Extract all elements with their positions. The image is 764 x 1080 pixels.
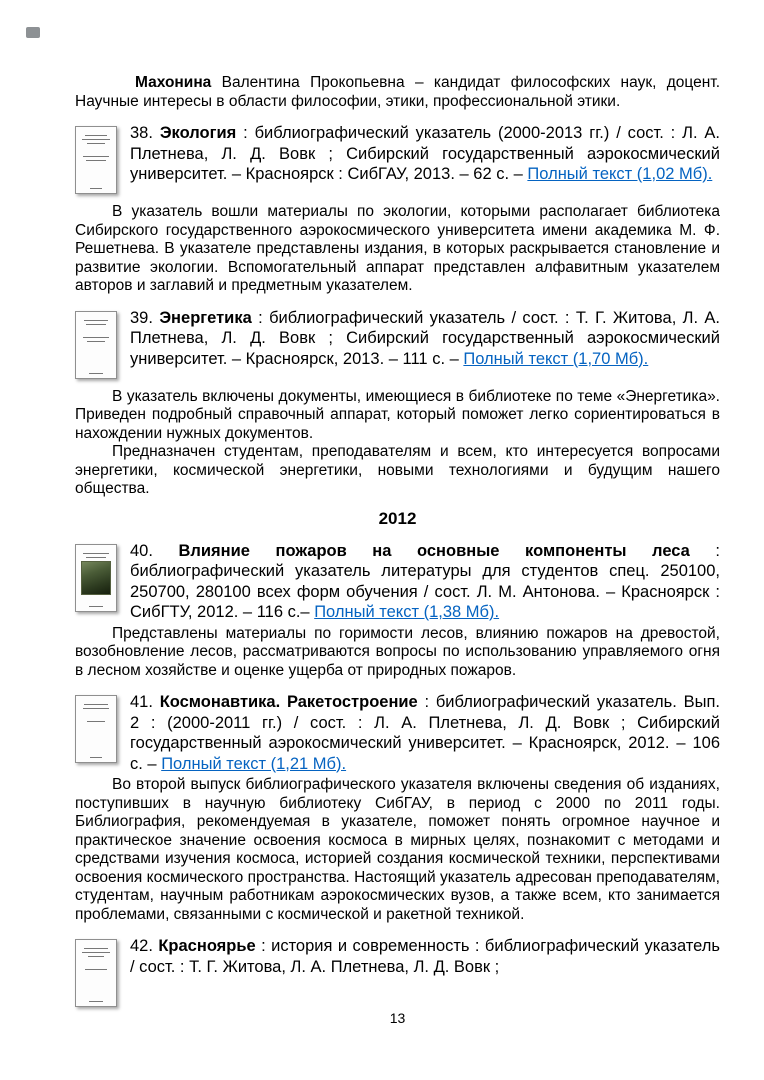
entry-head — [75, 692, 720, 774]
citation-text: : библиографический указатель / сост. : Т. Г. Житова, Л. А. Плетнева, Л. Д. Вовк ; Сибирский государственный аэрокосмический университет. – Красноярск, 2013. – 111 с. – — [130, 308, 721, 368]
entry-annotation: Во второй выпуск библиографического указателя включены сведения об изданиях, поступивших в научную библиотеку СибГАУ, в период с 2000 по 2011 годы. Библиография, рекомендуемая в указателе, поможет понять огромное научное и практическое значение освоения космоса в мирных целях, познакомит с методами и средствами изучения космоса, историей создания космической техники, перспективами освоения космического пространства. Настоящий указатель адресован преподавателям, студентам, научным работникам аэрокосмических вузов, а также всем, кто занимается проблемами, связанными с космической и ракетной техникой. — [75, 776, 720, 923]
full-text-link[interactable]: Полный текст (1,38 Мб). — [314, 603, 500, 621]
entry-annotation: В указатель включены документы, имеющиеся в библиотеке по теме «Энергетика». Приведен подробный справочный аппарат, который поможет легко сориентироваться в нахождении нужных документов. — [75, 387, 720, 442]
page-number: 13 — [389, 1010, 406, 1026]
entry-number: 40. — [130, 541, 153, 560]
entry-title: Красноярье — [158, 937, 256, 955]
entry-number: 38. — [130, 124, 153, 142]
entry-citation — [130, 692, 720, 774]
bib-entry-41 — [75, 692, 720, 924]
entry-citation — [130, 936, 720, 977]
book-cover-thumbnail — [75, 311, 117, 379]
entry-title: Влияние пожаров на основные компоненты леса — [178, 541, 690, 560]
author-bio-text: Валентина Прокопьевна – кандидат философских наук, доцент. Научные интересы в области философии, этики, профессиональной этики. — [75, 74, 720, 110]
entry-number: 42. — [130, 937, 153, 955]
full-text-link[interactable]: Полный текст (1,02 Мб). — [527, 165, 713, 183]
book-cover-thumbnail — [75, 126, 117, 194]
entry-citation — [130, 308, 720, 370]
book-cover-thumbnail — [75, 695, 117, 763]
entry-number: 39. — [130, 308, 153, 327]
entry-title: Экология — [159, 124, 237, 142]
bib-entry-38 — [75, 123, 720, 296]
entry-head — [75, 123, 720, 201]
bib-entry-42 — [75, 936, 720, 1014]
author-bio — [75, 74, 720, 111]
year-heading-2012: 2012 — [378, 508, 417, 528]
citation-text: : библиографический указатель (2000-2013 гг.) / сост. : Л. А. Плетнева, Л. Д. Вовк ; Сибирский государственный аэрокосмический университет. – Красноярск : СибГАУ, 2013. – 62 с. – — [130, 124, 720, 183]
entry-title: Энергетика — [159, 308, 252, 327]
entry-citation — [130, 541, 720, 623]
book-cover-thumbnail-forest-photo — [75, 544, 117, 612]
author-name: Махонина — [135, 74, 212, 91]
entry-title: Космонавтика. Ракетостроение — [159, 693, 418, 711]
entry-head — [75, 308, 720, 386]
citation-text: : библиографический указатель литературы для студентов спец. 250100, 250700, 280100 всех форм обучения / сост. Л. М. Антонова. – Красноярск : СибГТУ, 2012. – 116 с.– — [130, 541, 720, 621]
bib-entry-40 — [75, 541, 720, 681]
bib-entry-39 — [75, 308, 720, 499]
scan-artifact-mark — [26, 27, 40, 38]
entry-annotation: Предназначен студентам, преподавателям и всем, кто интересуется вопросами энергетики, космической энергетики, новыми технологиями и будущим нашего общества. — [75, 443, 720, 497]
entry-citation — [130, 123, 720, 185]
forest-photo — [81, 561, 110, 595]
entry-head — [75, 541, 720, 623]
entry-annotation: Представлены материалы по горимости лесов, влиянию пожаров на древостой, возобновление лесов, рассматриваются вопросы по использованию управляемого огня в лесном хозяйстве и оценке ущерба от природных пожаров. — [75, 624, 720, 679]
full-text-link[interactable]: Полный текст (1,70 Мб). — [463, 349, 649, 368]
entry-head — [75, 936, 720, 1014]
citation-text: : история и современность : библиографический указатель / сост. : Т. Г. Житова, Л. А. Плетнева, Л. Д. Вовк ; — [130, 937, 720, 976]
entry-number: 41. — [130, 693, 153, 711]
entry-annotation: В указатель вошли материалы по экологии, которыми располагает библиотека Сибирского государственного аэрокосмического университета имени академика М. Ф. Решетнева. В указателе представлены издания, в которых раскрывается становление и развитие экологии. Вспомогательный аппарат представлен алфавитным указателем авторов и заглавий и предметным указателем. — [75, 203, 720, 294]
citation-text: : библиографический указатель. Вып. 2 : (2000-2011 гг.) / сост. : Л. А. Плетнева, Л. Д. Вовк ; Сибирский государственный аэрокосмический университет. – Красноярск, 2012. – 106 с. – — [130, 693, 720, 773]
book-cover-thumbnail — [75, 939, 117, 1007]
full-text-link[interactable]: Полный текст (1,21 Мб). — [161, 754, 347, 773]
